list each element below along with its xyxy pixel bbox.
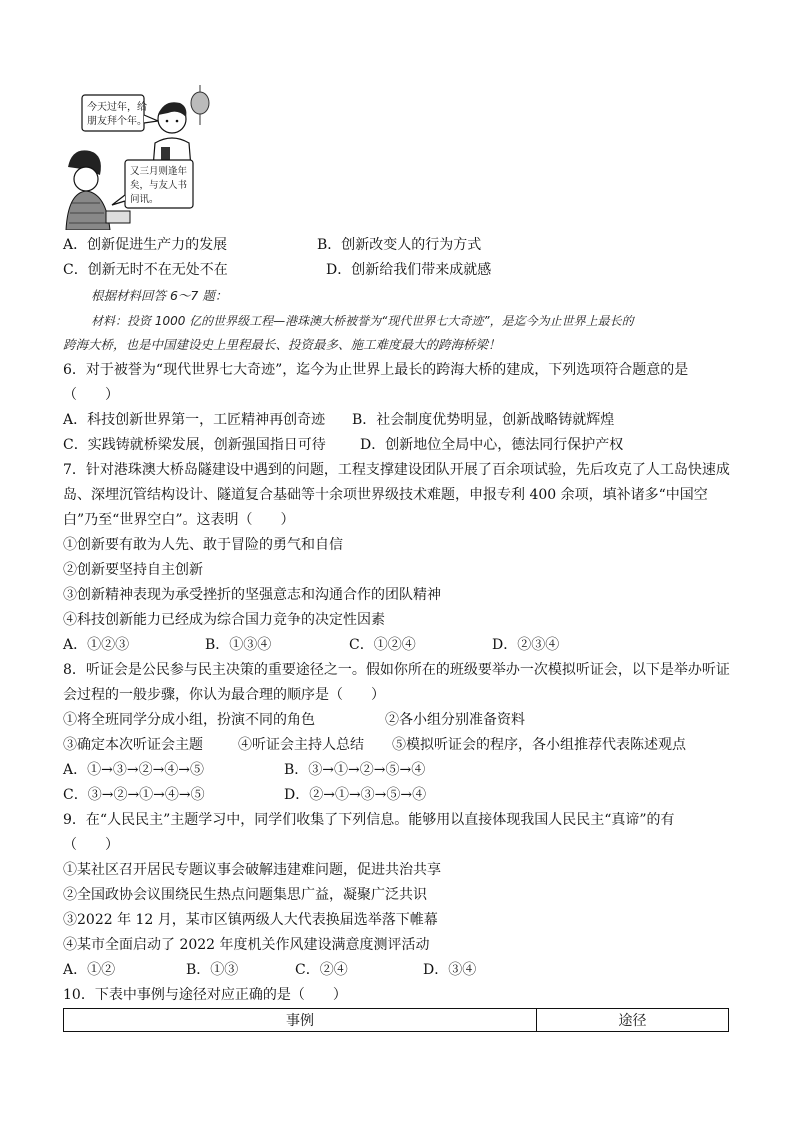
q8-item-4: ④听证会主持人总结 (238, 737, 364, 753)
q5-option-d: D．创新给我们带来成就感 (326, 262, 492, 278)
q7-item-1: ①创新要有敢为人先、敢于冒险的勇气和自信 (63, 537, 343, 553)
q8-item-2: ②各小组分别准备资料 (385, 712, 525, 728)
cartoon-illustration (60, 85, 220, 230)
q6-stem-line-2: （ ） (63, 387, 119, 403)
q7-option-a: A．①②③ (63, 637, 130, 653)
q9-option-c: C．②④ (295, 962, 348, 978)
q5-option-c: C．创新无时不在无处不在 (63, 262, 228, 278)
q8-stem-line-1: 8．听证会是公民参与民主决策的重要途径之一。假如你所在的班级要举办一次模拟听证会，以下是举办听证 (63, 662, 730, 678)
bubble-top-line1: 今天过年，给 (87, 102, 147, 113)
bubble-bottom-line3: 问讯。 (130, 194, 159, 205)
q8-item-5: ⑤模拟听证会的程序，各小组推荐代表陈述观点 (392, 737, 686, 753)
material-line-2: 跨海大桥，也是中国建设史上里程最长、投资最多、施工难度最大的跨海桥梁！ (63, 337, 501, 352)
q7-option-b: B．①③④ (205, 637, 272, 653)
q9-stem-line-1: 9．在“人民民主”主题学习中，同学们收集了下列信息。能够用以直接体现我国人民民主“真谛”的有 (63, 812, 675, 828)
q6-option-c: C．实践铸就桥梁发展，创新强国指日可待 (63, 437, 326, 453)
q9-option-b: B．①③ (186, 962, 239, 978)
q9-option-a: A．①② (63, 962, 116, 978)
q7-stem-line-3: 白”乃至“世界空白”。这表明（ ） (63, 512, 295, 528)
q7-stem-line-1: 7．针对港珠澳大桥岛隧建设中遇到的问题，工程支撑建设团队开展了百余项试验，先后攻克了人工岛快速成 (63, 462, 730, 478)
q7-option-d: D．②③④ (492, 637, 560, 653)
q8-item-3: ③确定本次听证会主题 (63, 737, 203, 753)
q6-option-a: A．科技创新世界第一，工匠精神再创奇迹 (63, 412, 326, 428)
table-header-path: 途径 (537, 1009, 729, 1032)
table-header-example: 事例 (64, 1009, 537, 1032)
q9-stem-line-2: （ ） (63, 837, 119, 853)
q7-item-3: ③创新精神表现为承受挫折的坚强意志和沟通合作的团队精神 (63, 587, 441, 603)
q7-item-2: ②创新要坚持自主创新 (63, 562, 203, 578)
q6-option-d: D．创新地位全局中心，德法同行保护产权 (360, 437, 624, 453)
q8-option-c: C．③→②→①→④→⑤ (63, 787, 205, 803)
bubble-top-line2: 朋友拜个年。 (87, 116, 147, 127)
q10-table (63, 1008, 729, 1032)
material-line-1: 材料：投资 1000 亿的世界级工程—港珠澳大桥被誉为“现代世界七大奇迹”，是迄今为止世界上最长的 (91, 314, 634, 328)
q6-stem-line-1: 6．对于被誉为“现代世界七大奇迹”，迄今为止世界上最长的跨海大桥的建成，下列选项符合题意的是 (63, 362, 689, 378)
q7-item-4: ④科技创新能力已经成为综合国力竞争的决定性因素 (63, 612, 385, 628)
q6-option-b: B．社会制度优势明显，创新战略铸就辉煌 (352, 412, 615, 428)
q8-item-1: ①将全班同学分成小组，扮演不同的角色 (63, 712, 315, 728)
bubble-bottom-line2: 矣，与友人书 (130, 180, 188, 191)
q10-stem: 10．下表中事例与途径对应正确的是（ ） (63, 987, 347, 1003)
q8-option-d: D．②→①→③→⑤→④ (284, 787, 427, 803)
q9-item-4: ④某市全面启动了 2022 年度机关作风建设满意度测评活动 (63, 937, 430, 953)
q9-item-2: ②全国政协会议围绕民生热点问题集思广益，凝聚广泛共识 (63, 887, 427, 903)
q8-option-a: A．①→③→②→④→⑤ (63, 762, 205, 778)
q5-option-b: B．创新改变人的行为方式 (317, 237, 482, 253)
q7-stem-line-2: 岛、深埋沉管结构设计、隧道复合基础等十余项世界级技术难题，申报专利 400 余项，填补诸多“中国空 (63, 487, 708, 503)
q8-option-b: B．③→①→②→⑤→④ (284, 762, 426, 778)
table-header-row (64, 1009, 729, 1032)
q7-option-c: C．①②④ (349, 637, 416, 653)
q5-option-a: A．创新促进生产力的发展 (63, 237, 228, 253)
bubble-bottom-line1: 又三月则逢年 (130, 166, 188, 177)
q9-option-d: D．③④ (423, 962, 477, 978)
material-intro: 根据材料回答 6～7 题： (91, 288, 228, 303)
q9-item-1: ①某社区召开居民专题议事会破解违建难问题，促进共治共享 (63, 862, 441, 878)
q9-item-3: ③2022 年 12 月，某市区镇两级人大代表换届选举落下帷幕 (63, 912, 438, 928)
q8-stem-line-2: 会过程的一般步骤，你认为最合理的顺序是（ ） (63, 687, 385, 703)
